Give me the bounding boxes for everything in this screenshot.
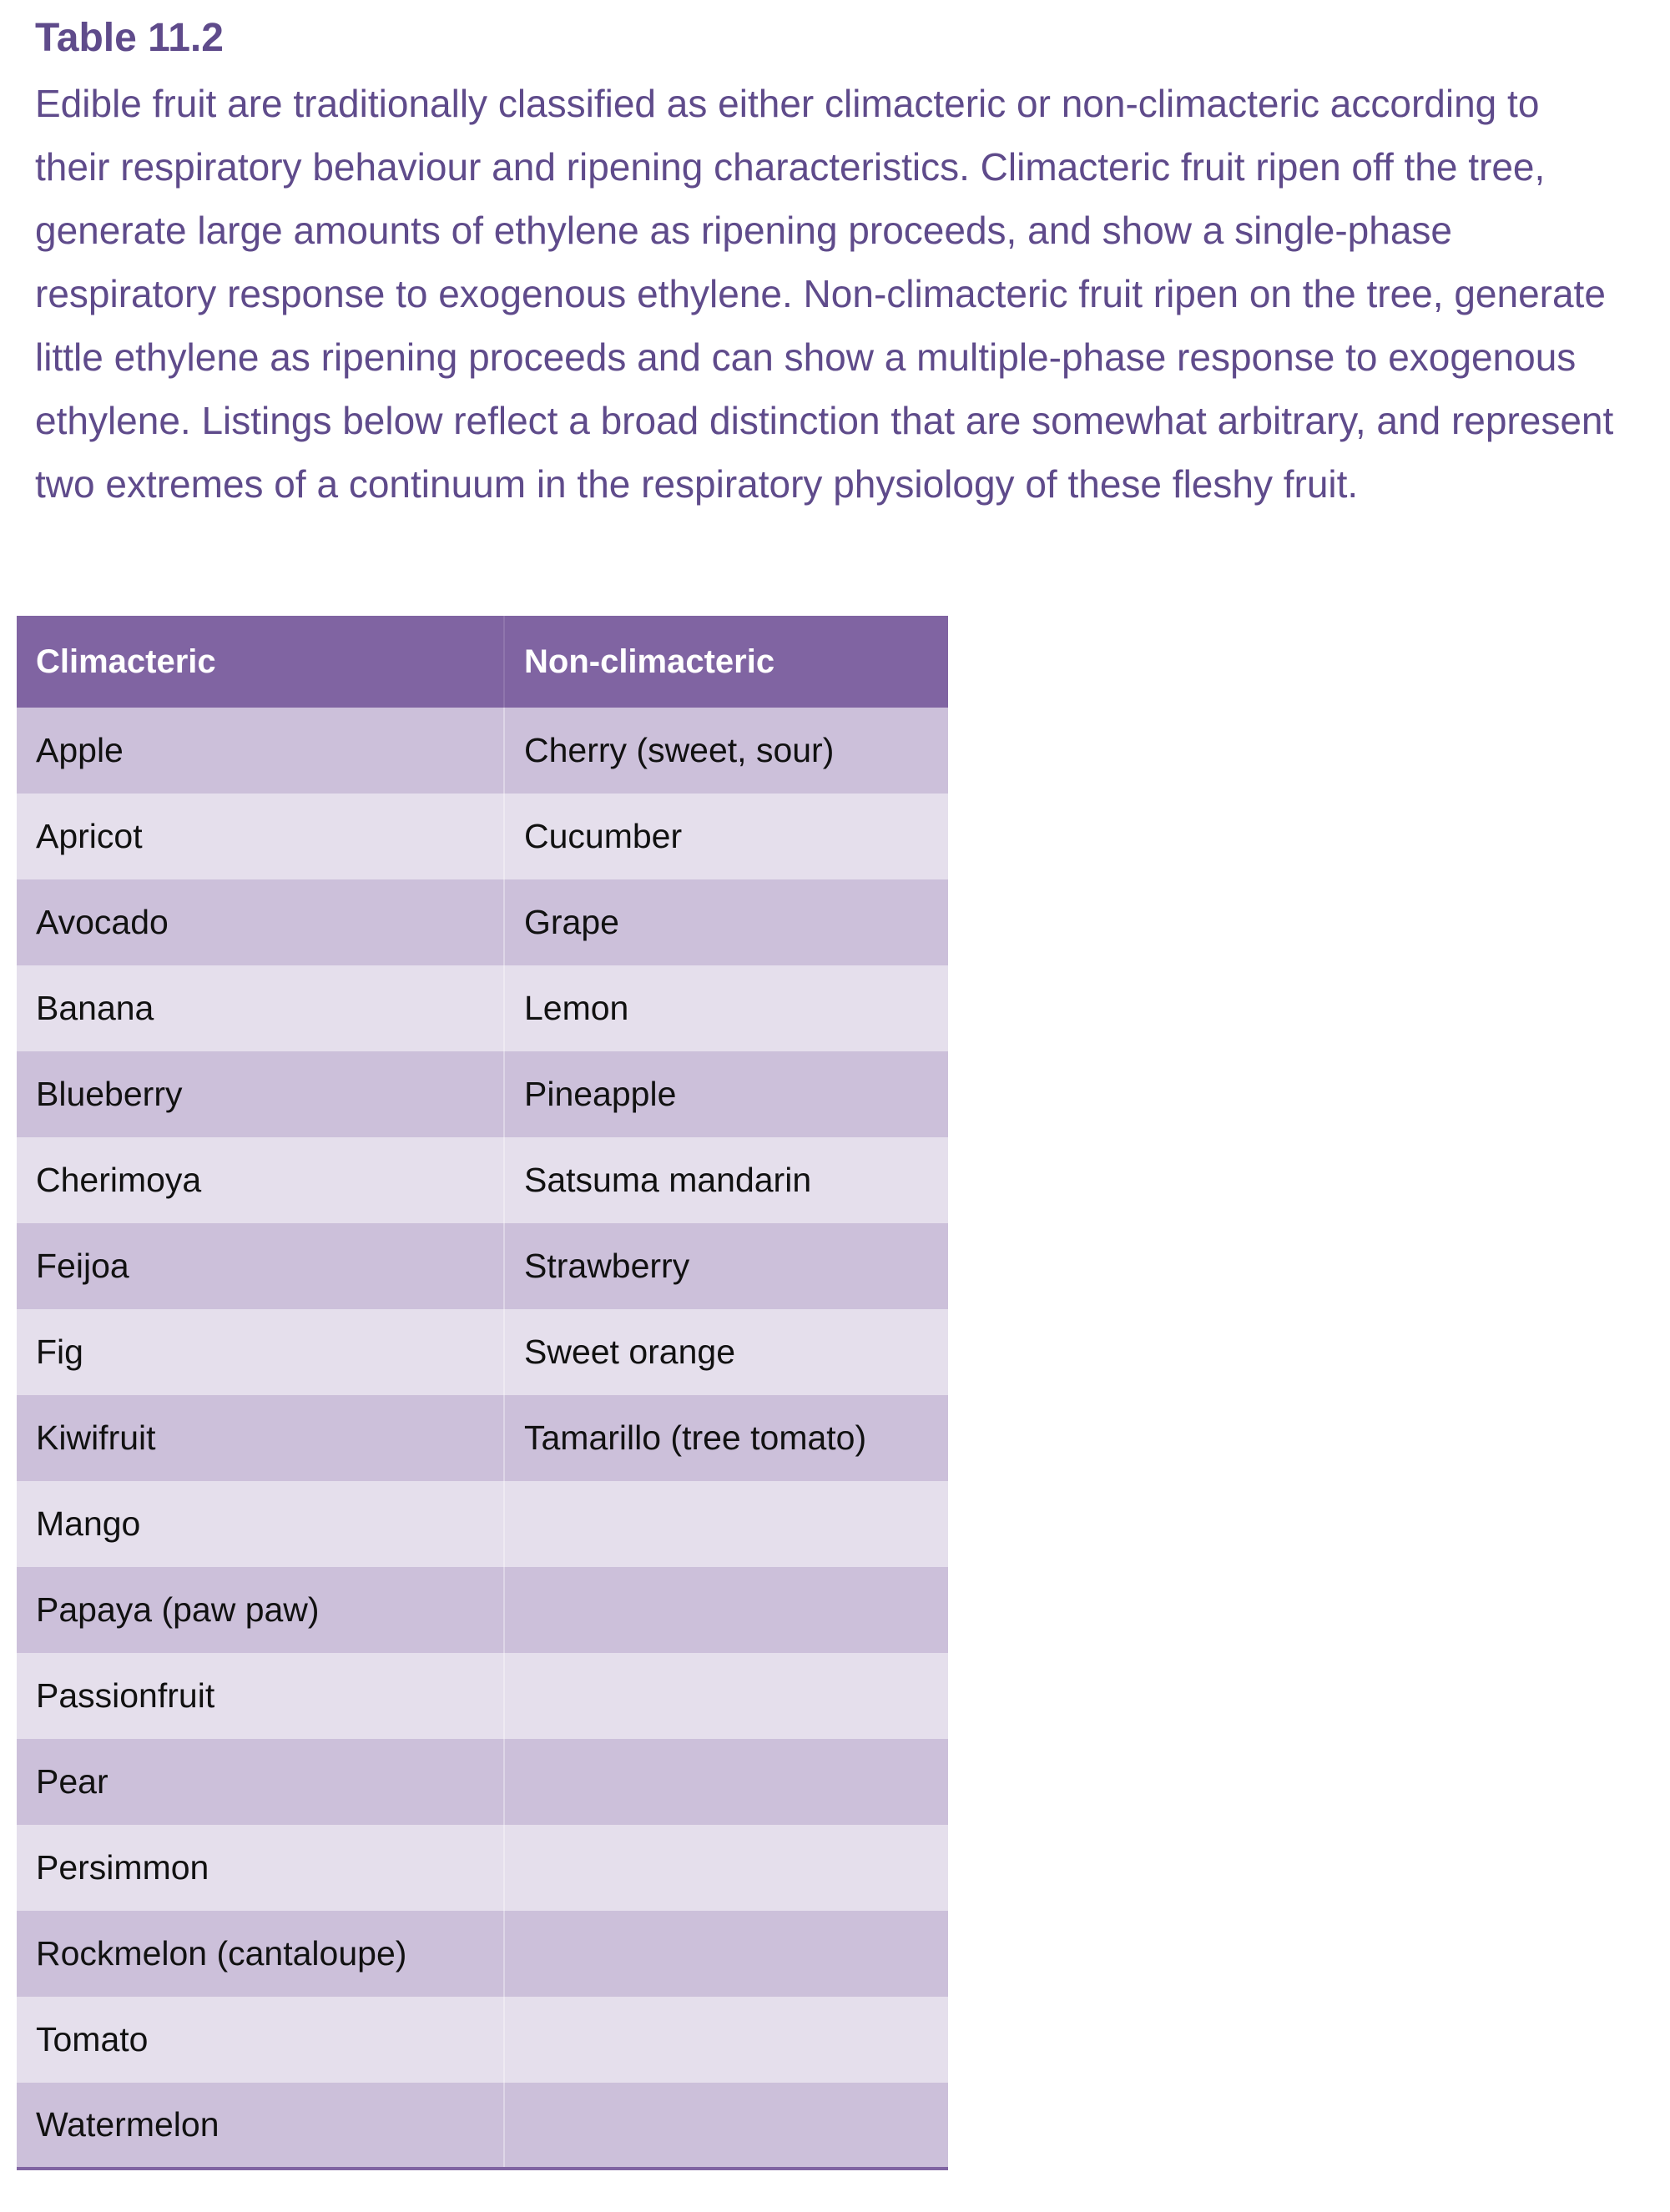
cell-non-climacteric xyxy=(504,1739,948,1825)
header-non-climacteric: Non-climacteric xyxy=(504,616,948,708)
cell-non-climacteric: Tamarillo (tree tomato) xyxy=(504,1395,948,1481)
table-row xyxy=(17,1911,948,1997)
table-row xyxy=(17,1997,948,2083)
header-climacteric: Climacteric xyxy=(17,616,504,708)
cell-climacteric: Persimmon xyxy=(17,1825,504,1911)
cell-climacteric: Banana xyxy=(17,965,504,1051)
cell-non-climacteric: Pineapple xyxy=(504,1051,948,1137)
cell-climacteric: Apricot xyxy=(17,794,504,879)
table-row xyxy=(17,794,948,879)
cell-non-climacteric: Cucumber xyxy=(504,794,948,879)
caption-title: Table 11.2 xyxy=(35,16,224,60)
cell-climacteric: Apple xyxy=(17,708,504,794)
cell-non-climacteric xyxy=(504,1567,948,1653)
cell-climacteric: Watermelon xyxy=(17,2083,504,2169)
cell-non-climacteric xyxy=(504,1481,948,1567)
cell-non-climacteric: Grape xyxy=(504,879,948,965)
cell-climacteric: Passionfruit xyxy=(17,1653,504,1739)
table-row xyxy=(17,1653,948,1739)
cell-non-climacteric: Lemon xyxy=(504,965,948,1051)
cell-climacteric: Fig xyxy=(17,1309,504,1395)
cell-non-climacteric: Strawberry xyxy=(504,1223,948,1309)
table-caption xyxy=(35,12,1621,516)
cell-climacteric: Blueberry xyxy=(17,1051,504,1137)
table-row xyxy=(17,1481,948,1567)
table-row xyxy=(17,965,948,1051)
cell-climacteric: Avocado xyxy=(17,879,504,965)
table-body xyxy=(17,708,948,2169)
cell-climacteric: Papaya (paw paw) xyxy=(17,1567,504,1653)
cell-non-climacteric xyxy=(504,1911,948,1997)
cell-climacteric: Tomato xyxy=(17,1997,504,2083)
table-header-row xyxy=(17,616,948,708)
cell-non-climacteric xyxy=(504,1653,948,1739)
cell-non-climacteric: Cherry (sweet, sour) xyxy=(504,708,948,794)
table-row xyxy=(17,708,948,794)
table-row xyxy=(17,1223,948,1309)
table-row xyxy=(17,1567,948,1653)
cell-non-climacteric: Sweet orange xyxy=(504,1309,948,1395)
cell-climacteric: Cherimoya xyxy=(17,1137,504,1223)
cell-non-climacteric xyxy=(504,1997,948,2083)
table-row xyxy=(17,1137,948,1223)
cell-non-climacteric xyxy=(504,1825,948,1911)
cell-climacteric: Rockmelon (cantaloupe) xyxy=(17,1911,504,1997)
cell-non-climacteric: Satsuma mandarin xyxy=(504,1137,948,1223)
fruit-classification-table xyxy=(17,616,948,2170)
cell-climacteric: Pear xyxy=(17,1739,504,1825)
cell-non-climacteric xyxy=(504,2083,948,2169)
caption-text: Edible fruit are traditionally classified as either climacteric or non-climacteric according to their respiratory behaviour and ripening characteristics. Climacteric fruit ripen off the tree, generate large amounts of ethylene as ripening proceeds, and show a single-phase respiratory response to exogenous ethylene. Non-climacteric fruit ripen on the tree, generate little ethylene as ripening proceeds and can show a multiple-phase response to exogenous ethylene. Listings below reflect a broad distinction that are somewhat arbitrary, and represent two extremes of a continuum in the respiratory physiology of these fleshy fruit. xyxy=(35,82,1614,506)
table-row xyxy=(17,1739,948,1825)
table-row xyxy=(17,1395,948,1481)
table-row xyxy=(17,1825,948,1911)
cell-climacteric: Mango xyxy=(17,1481,504,1567)
cell-climacteric: Feijoa xyxy=(17,1223,504,1309)
table-row xyxy=(17,879,948,965)
table-row xyxy=(17,2083,948,2169)
cell-climacteric: Kiwifruit xyxy=(17,1395,504,1481)
table-row xyxy=(17,1309,948,1395)
table-row xyxy=(17,1051,948,1137)
